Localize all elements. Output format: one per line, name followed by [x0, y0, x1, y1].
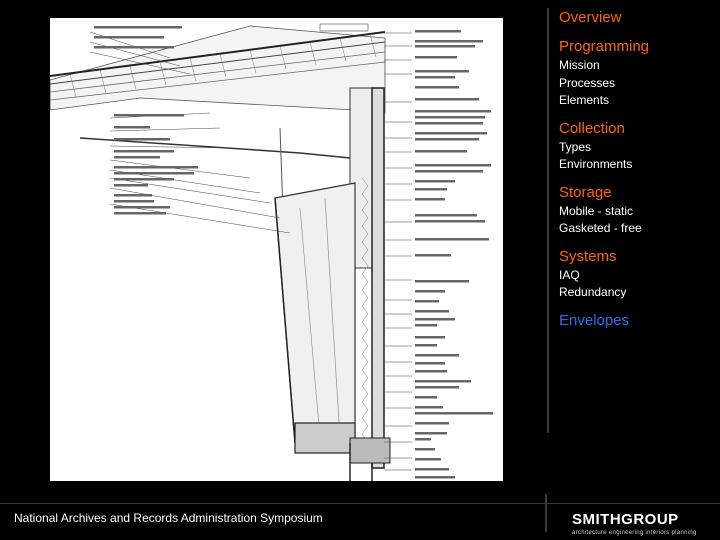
- footer-divider: [0, 503, 720, 504]
- section-systems: [559, 247, 719, 302]
- list-item: Types: [559, 139, 592, 154]
- section-title-overview[interactable]: Overview: [559, 9, 622, 26]
- section-title-systems[interactable]: Systems: [559, 247, 617, 265]
- section-title-collection[interactable]: Collection: [559, 119, 625, 137]
- logo-divider: [545, 494, 547, 532]
- section-title-storage[interactable]: Storage: [559, 183, 612, 201]
- section-storage: [559, 183, 719, 238]
- section-overview: [559, 8, 719, 28]
- wall-section-drawing: [50, 18, 503, 481]
- logo-tagline: architecture engineering interiors planning: [572, 530, 697, 536]
- list-item: Mission: [559, 58, 600, 72]
- list-item: Elements: [559, 93, 610, 107]
- section-title-envelopes[interactable]: Envelopes: [559, 311, 630, 329]
- footer-title: National Archives and Records Administration Symposium: [14, 511, 323, 525]
- section-title-programming[interactable]: Programming: [559, 38, 650, 55]
- section-collection: [559, 119, 719, 174]
- logo-name: SMITHGROUP: [572, 511, 679, 528]
- wall-section-svg: [50, 18, 503, 481]
- outline-sidebar: [559, 8, 719, 340]
- list-item: Redundancy: [559, 285, 627, 299]
- list-item: Gasketed - free: [559, 221, 642, 235]
- list-item: Environments: [559, 157, 633, 171]
- sidebar-divider: [547, 8, 549, 433]
- list-item: Processes: [559, 75, 616, 90]
- section-programming: [559, 37, 719, 110]
- list-item: Mobile - static: [559, 203, 634, 218]
- section-envelopes: [559, 311, 719, 331]
- smithgroup-logo: [572, 511, 697, 536]
- list-item: IAQ: [559, 267, 580, 282]
